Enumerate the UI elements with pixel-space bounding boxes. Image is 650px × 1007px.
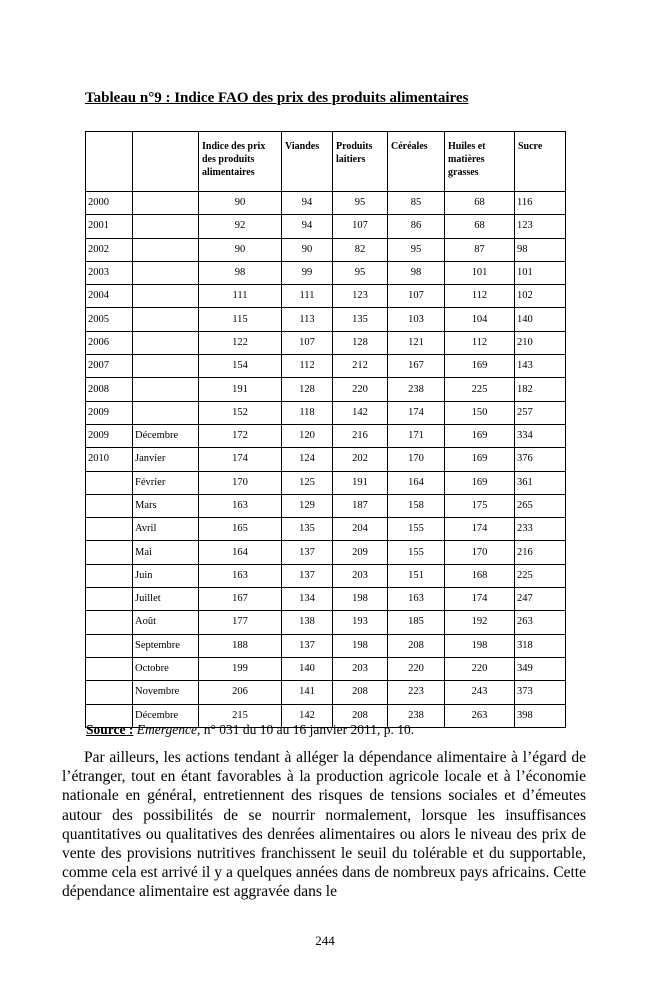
table-cell: 98	[388, 261, 445, 284]
table-cell: 238	[388, 704, 445, 727]
table-cell: 223	[388, 681, 445, 704]
table-cell: 334	[515, 424, 566, 447]
table-cell	[133, 285, 199, 308]
table-cell: 98	[515, 238, 566, 261]
table-cell: 82	[333, 238, 388, 261]
table-row	[86, 308, 566, 331]
table-cell: 168	[445, 564, 515, 587]
table-cell: 116	[515, 192, 566, 215]
table-cell	[86, 518, 133, 541]
table-cell: 185	[388, 611, 445, 634]
table-cell: 243	[445, 681, 515, 704]
table-cell: 150	[445, 401, 515, 424]
table-cell: 203	[333, 564, 388, 587]
source-publication: Emergence	[136, 722, 197, 737]
table-cell: 2003	[86, 261, 133, 284]
table-cell: 170	[388, 448, 445, 471]
table-cell: 238	[388, 378, 445, 401]
table-row	[86, 681, 566, 704]
table-row	[86, 424, 566, 447]
table-cell: Septembre	[133, 634, 199, 657]
table-cell: Juillet	[133, 588, 199, 611]
table-cell: 155	[388, 518, 445, 541]
table-cell: 225	[515, 564, 566, 587]
table-cell: 129	[282, 494, 333, 517]
table-cell: 193	[333, 611, 388, 634]
table-cell: 208	[333, 681, 388, 704]
table-cell: 203	[333, 657, 388, 680]
table-row	[86, 494, 566, 517]
table-row	[86, 588, 566, 611]
table-cell: 152	[199, 401, 282, 424]
table-cell: 175	[445, 494, 515, 517]
table-cell: 101	[515, 261, 566, 284]
table-cell: Février	[133, 471, 199, 494]
table-cell: 398	[515, 704, 566, 727]
table-cell: 120	[282, 424, 333, 447]
table-cell: 177	[199, 611, 282, 634]
table-cell: 155	[388, 541, 445, 564]
table-cell: 187	[333, 494, 388, 517]
table-cell	[86, 494, 133, 517]
table-cell	[133, 308, 199, 331]
table-title: Tableau n°9 : Indice FAO des prix des produits alimentaires	[85, 90, 469, 106]
table-cell: 204	[333, 518, 388, 541]
table-row	[86, 192, 566, 215]
table-row	[86, 611, 566, 634]
header-cell: Huiles et matières grasses	[445, 132, 515, 192]
table-cell: 220	[333, 378, 388, 401]
table-cell: 137	[282, 634, 333, 657]
table-row	[86, 541, 566, 564]
table-row	[86, 331, 566, 354]
table-cell: 90	[199, 192, 282, 215]
table-cell: 2007	[86, 355, 133, 378]
table-row	[86, 238, 566, 261]
table-cell: 171	[388, 424, 445, 447]
table-cell: 265	[515, 494, 566, 517]
table-cell: 138	[282, 611, 333, 634]
table-cell: 172	[199, 424, 282, 447]
table-cell: 135	[282, 518, 333, 541]
table-row	[86, 401, 566, 424]
table-cell: 215	[199, 704, 282, 727]
table-cell: 95	[388, 238, 445, 261]
table-row	[86, 471, 566, 494]
table-cell: 2009	[86, 401, 133, 424]
table-cell: 202	[333, 448, 388, 471]
table-cell: 107	[282, 331, 333, 354]
table-cell: 174	[388, 401, 445, 424]
header-cell	[86, 132, 133, 192]
table-cell	[133, 401, 199, 424]
table-cell: 128	[333, 331, 388, 354]
table-cell: 206	[199, 681, 282, 704]
table-cell: Mai	[133, 541, 199, 564]
table-cell: 121	[388, 331, 445, 354]
table-cell	[86, 657, 133, 680]
table-cell: 107	[388, 285, 445, 308]
table-cell: 220	[445, 657, 515, 680]
table-cell: 134	[282, 588, 333, 611]
table-cell: 164	[199, 541, 282, 564]
table-cell: 95	[333, 192, 388, 215]
table-cell: 170	[199, 471, 282, 494]
table-cell	[86, 588, 133, 611]
table-row	[86, 215, 566, 238]
table-cell: Novembre	[133, 681, 199, 704]
table-cell: 111	[282, 285, 333, 308]
table-cell	[86, 611, 133, 634]
table-cell	[86, 564, 133, 587]
table-cell: 90	[282, 238, 333, 261]
table-row	[86, 634, 566, 657]
table-cell: 142	[333, 401, 388, 424]
table-cell: 140	[515, 308, 566, 331]
table-cell: 164	[388, 471, 445, 494]
table-cell	[133, 331, 199, 354]
table-cell: 95	[333, 261, 388, 284]
table-cell: 165	[199, 518, 282, 541]
table-row	[86, 657, 566, 680]
table-row	[86, 261, 566, 284]
table-cell: 2008	[86, 378, 133, 401]
table-cell: Décembre	[133, 704, 199, 727]
table-cell: 191	[333, 471, 388, 494]
table-cell: 169	[445, 448, 515, 471]
table-cell	[133, 355, 199, 378]
table-cell: 198	[445, 634, 515, 657]
source-label: Source :	[86, 722, 134, 737]
header-cell: Sucre	[515, 132, 566, 192]
table-cell: Janvier	[133, 448, 199, 471]
table-row	[86, 285, 566, 308]
table-row	[86, 448, 566, 471]
table-cell: 140	[282, 657, 333, 680]
table-cell: 2000	[86, 192, 133, 215]
table-cell: 2004	[86, 285, 133, 308]
table-cell: 2006	[86, 331, 133, 354]
table-cell: 122	[199, 331, 282, 354]
header-cell: Viandes	[282, 132, 333, 192]
table-cell: 112	[445, 331, 515, 354]
table-cell: Décembre	[133, 424, 199, 447]
table-cell: 182	[515, 378, 566, 401]
table-cell: 376	[515, 448, 566, 471]
table-cell: 163	[199, 494, 282, 517]
table-cell: 142	[282, 704, 333, 727]
table-cell: 174	[445, 588, 515, 611]
table-cell: 361	[515, 471, 566, 494]
table-cell: 123	[515, 215, 566, 238]
source-details: , n° 031 du 10 au 16 janvier 2011, p. 10.	[196, 722, 415, 737]
table-cell: 94	[282, 215, 333, 238]
header-cell	[133, 132, 199, 192]
table-cell: 169	[445, 471, 515, 494]
table-cell	[133, 238, 199, 261]
table-cell: 349	[515, 657, 566, 680]
table-cell: 208	[388, 634, 445, 657]
table-cell: 141	[282, 681, 333, 704]
table-cell: 123	[333, 285, 388, 308]
table-cell: 128	[282, 378, 333, 401]
table-cell: 154	[199, 355, 282, 378]
table-cell: 163	[199, 564, 282, 587]
table-row	[86, 378, 566, 401]
table-cell: 92	[199, 215, 282, 238]
table-cell: Août	[133, 611, 199, 634]
table-cell: 163	[388, 588, 445, 611]
table-cell: 169	[445, 355, 515, 378]
table-cell: 208	[333, 704, 388, 727]
table-cell: 216	[333, 424, 388, 447]
table-cell: 263	[515, 611, 566, 634]
table-cell: Avril	[133, 518, 199, 541]
table-cell: 125	[282, 471, 333, 494]
header-cell: Céréales	[388, 132, 445, 192]
table-cell: 263	[445, 704, 515, 727]
table-cell: 2005	[86, 308, 133, 331]
table-cell: 212	[333, 355, 388, 378]
table-cell: 257	[515, 401, 566, 424]
source-note	[86, 722, 414, 738]
table-cell: 199	[199, 657, 282, 680]
table-cell: 225	[445, 378, 515, 401]
table-cell: 373	[515, 681, 566, 704]
table-cell	[133, 378, 199, 401]
table-cell: 107	[333, 215, 388, 238]
table-cell: 2009	[86, 424, 133, 447]
table-cell: 174	[199, 448, 282, 471]
table-cell: 233	[515, 518, 566, 541]
table-cell: 137	[282, 541, 333, 564]
table-cell: Octobre	[133, 657, 199, 680]
table-cell: 247	[515, 588, 566, 611]
table-cell: 137	[282, 564, 333, 587]
table-cell: 87	[445, 238, 515, 261]
table-cell: 167	[388, 355, 445, 378]
table-cell: 209	[333, 541, 388, 564]
table-cell: 104	[445, 308, 515, 331]
table-cell: 103	[388, 308, 445, 331]
table-cell: 188	[199, 634, 282, 657]
table-cell: 85	[388, 192, 445, 215]
table-cell: 2010	[86, 448, 133, 471]
table-body	[86, 192, 566, 728]
table-cell: 124	[282, 448, 333, 471]
table-row	[86, 355, 566, 378]
table-cell: 115	[199, 308, 282, 331]
table-cell: 158	[388, 494, 445, 517]
table-cell: 151	[388, 564, 445, 587]
table-cell: 99	[282, 261, 333, 284]
table-cell: 169	[445, 424, 515, 447]
table-cell: 143	[515, 355, 566, 378]
table-cell: 220	[388, 657, 445, 680]
table-cell: 102	[515, 285, 566, 308]
table-cell: 68	[445, 192, 515, 215]
table-cell: 216	[515, 541, 566, 564]
table-cell: 191	[199, 378, 282, 401]
table-cell	[133, 261, 199, 284]
table-cell	[86, 681, 133, 704]
table-cell: 318	[515, 634, 566, 657]
table-cell: 112	[445, 285, 515, 308]
table-row	[86, 564, 566, 587]
table-cell: 68	[445, 215, 515, 238]
table-cell: 2002	[86, 238, 133, 261]
table-cell: 98	[199, 261, 282, 284]
table-cell: 174	[445, 518, 515, 541]
table-cell: 118	[282, 401, 333, 424]
table-header-row	[86, 132, 566, 192]
paragraph-text: Par ailleurs, les actions tendant à alléger la dépendance alimentaire à l’égard de l’étranger, tout en étant favorables à la production agricole locale et à l’économie nationale en général, entretiennent des risques de tensions sociales et d’émeutes autour des possibilités de se nourrir normalement, lorsque les insuffisances quantitatives ou qualitatives des denrées alimentaires ou alors le niveau des prix de vente des provisions nutritives franchissent le seuil du tolérable et du supportable, comme cela est arrivé il y a quelques années dans de nombreux pays africains. Cette dépendance alimentaire est aggravée dans le	[62, 749, 586, 901]
page-number: 244	[315, 933, 335, 948]
table-cell	[133, 192, 199, 215]
header-cell: Indice des prix des produits alimentaires	[199, 132, 282, 192]
table-cell: 198	[333, 588, 388, 611]
table-cell: Mars	[133, 494, 199, 517]
table-cell	[133, 215, 199, 238]
body-paragraph	[62, 748, 586, 902]
table-cell: 113	[282, 308, 333, 331]
table-cell	[86, 541, 133, 564]
table-row	[86, 518, 566, 541]
table-cell: 198	[333, 634, 388, 657]
table-cell: 210	[515, 331, 566, 354]
table-cell: 101	[445, 261, 515, 284]
table-cell	[86, 634, 133, 657]
table-cell: 86	[388, 215, 445, 238]
header-cell: Produits laitiers	[333, 132, 388, 192]
table-cell: 112	[282, 355, 333, 378]
table-cell: 170	[445, 541, 515, 564]
table-cell: Juin	[133, 564, 199, 587]
table-cell: 167	[199, 588, 282, 611]
table-cell: 2001	[86, 215, 133, 238]
food-price-index-table	[85, 131, 566, 728]
table-cell	[86, 471, 133, 494]
table-cell: 192	[445, 611, 515, 634]
table-cell: 94	[282, 192, 333, 215]
table-cell: 111	[199, 285, 282, 308]
table-cell: 90	[199, 238, 282, 261]
table-cell: 135	[333, 308, 388, 331]
